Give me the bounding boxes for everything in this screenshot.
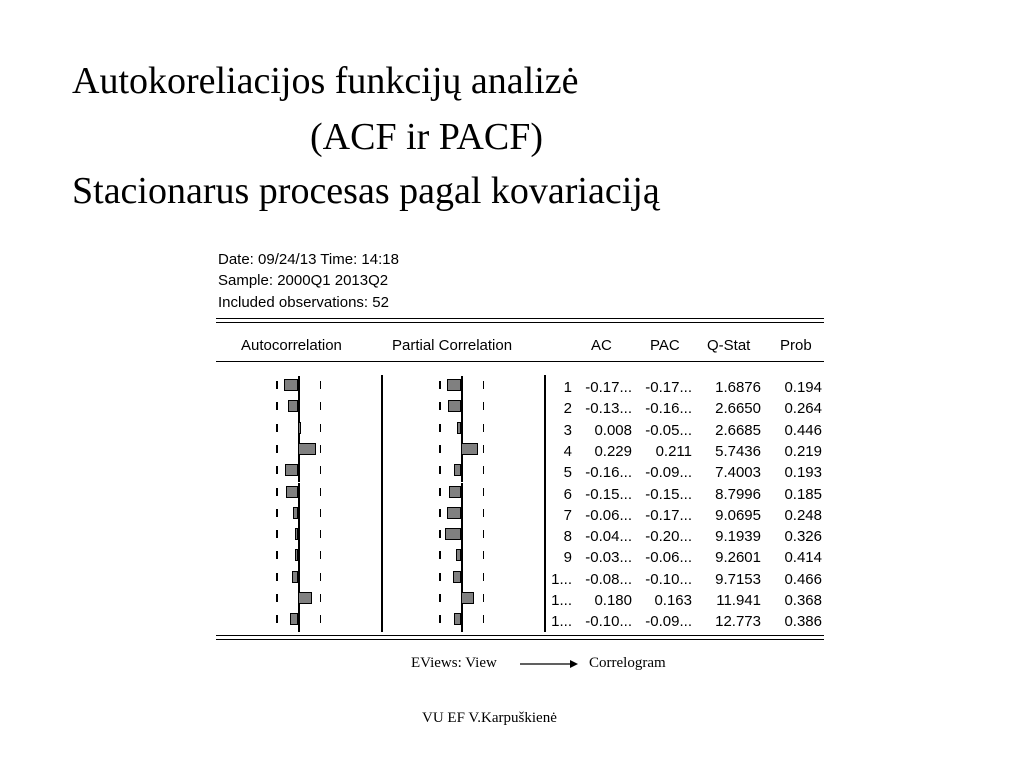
ac-plot-band-left [276,466,278,474]
ac-column-divider [381,545,383,567]
table-bottom-rule [216,635,824,636]
pac-plot-band-right [483,509,485,517]
lag-cell: 1... [551,592,572,609]
pac-plot-band-left [439,573,441,581]
ac-column-divider [381,524,383,546]
pac-plot-zero-axis [461,568,463,589]
ac-cell: 0.180 [594,592,632,609]
col-header-pac: PAC [650,337,680,354]
pac-plot-bar [454,464,461,476]
ac-column-divider [381,439,383,461]
ac-plot-bar [292,571,298,583]
col-header-ac: AC [591,337,612,354]
menu-path-view: EViews: View [411,655,497,671]
ac-column-divider [381,609,383,631]
pac-plot-zero-axis [461,483,463,504]
ac-cell: -0.04... [585,528,632,546]
table-top-rule-double [216,322,824,323]
pac-cell: -0.09... [645,613,692,631]
col-header-qstat: Q-Stat [707,337,751,354]
pac-plot-band-right [483,594,485,602]
prob-cell: 0.386 [784,613,822,631]
pac-plot-band-right [483,530,485,538]
pac-plot-band-right [483,466,485,474]
pac-plot-zero-axis [461,525,463,546]
output-observations-line: Included observations: 52 [218,294,389,311]
pac-plot-band-right [483,573,485,581]
lag-cell: 5 [563,464,572,482]
pac-plot-band-left [439,488,441,496]
prob-cell: 0.248 [784,506,822,524]
slide-title-line1: Autokoreliacijos funkcijų analizė [72,60,579,102]
pac-plot-zero-axis [461,546,463,567]
lag-cell: 1 [563,379,572,396]
ac-plot-band-right [320,424,322,432]
lag-cell: 2 [563,400,572,418]
qstat-cell: 9.0695 [715,506,761,524]
col-header-partial-correlation: Partial Correlation [392,337,513,354]
ac-column-divider [381,482,383,504]
ac-column-divider [381,567,383,589]
col-header-autocorrelation: Autocorrelation [241,337,342,354]
ac-plot-band-right [320,509,322,517]
qstat-cell: 8.7996 [715,485,761,503]
lag-cell: 1... [551,613,572,631]
pac-cell: -0.09... [645,464,692,482]
lag-cell: 4 [563,442,572,460]
qstat-cell: 9.1939 [715,528,761,546]
ac-plot-zero-axis [298,376,300,397]
pac-plot-band-right [483,445,485,453]
prob-cell: 0.326 [784,528,822,546]
lag-cell: 8 [563,528,572,546]
pac-cell: 0.211 [655,442,692,460]
pac-plot-bar [448,400,461,412]
ac-plot-band-left [276,402,278,410]
ac-plot-zero-axis [298,525,300,546]
prob-cell: 0.446 [784,421,822,439]
prob-cell: 0.368 [784,592,822,609]
ac-plot-band-right [320,402,322,410]
ac-cell: -0.06... [585,506,632,524]
ac-cell: -0.15... [585,485,632,503]
ac-plot-band-right [320,445,322,453]
pac-plot-bar [461,592,474,604]
pac-plot-zero-axis [461,419,463,440]
ac-plot-zero-axis [298,546,300,567]
ac-plot-band-left [276,509,278,517]
ac-plot-band-right [320,466,322,474]
qstat-cell: 2.6650 [715,400,761,418]
lag-cell: 1... [551,570,572,588]
output-date-line: Date: 09/24/13 Time: 14:18 [218,251,399,268]
pac-plot-zero-axis [461,397,463,418]
ac-plot-band-left [276,551,278,559]
ac-plot-band-left [276,381,278,389]
pac-plot-band-left [439,509,441,517]
qstat-cell: 9.2601 [715,549,761,567]
prob-cell: 0.414 [784,549,822,567]
ac-plot-bar [298,443,316,455]
ac-plot-band-right [320,594,322,602]
pac-cell: -0.17... [645,506,692,524]
ac-column-divider [381,375,383,397]
slide-title-line2: (ACF ir PACF) [310,116,544,158]
ac-plot-bar [298,592,312,604]
ac-cell: -0.17... [585,379,632,396]
ac-plot-band-left [276,424,278,432]
prob-cell: 0.466 [784,570,822,588]
pac-plot-bar [457,422,461,434]
ac-plot-band-right [320,488,322,496]
ac-plot-band-left [276,615,278,623]
col-header-prob: Prob [780,337,812,354]
ac-plot-bar [284,379,298,391]
pac-plot-band-left [439,402,441,410]
prob-cell: 0.219 [784,442,822,460]
pac-plot-band-left [439,466,441,474]
table-top-rule [216,318,824,319]
qstat-cell: 11.941 [716,592,761,609]
lag-cell: 9 [563,549,572,567]
ac-plot-band-right [320,530,322,538]
ac-plot-zero-axis [298,568,300,589]
pac-plot-band-right [483,381,485,389]
lag-cell: 3 [563,421,572,439]
pac-plot-zero-axis [461,461,463,482]
ac-plot-band-right [320,573,322,581]
pac-plot-band-right [483,488,485,496]
pac-cell: 0.163 [654,592,692,609]
lag-cell: 7 [563,506,572,524]
pac-plot-bar [456,549,461,561]
ac-plot-band-left [276,445,278,453]
ac-plot-bar [295,528,298,540]
pac-plot-bar [445,528,461,540]
pac-plot-bar [454,613,461,625]
ac-plot-band-left [276,488,278,496]
pac-cell: -0.10... [645,570,692,588]
ac-plot-zero-axis [298,610,300,631]
ac-plot-band-right [320,615,322,623]
pac-cell: -0.17... [645,379,692,396]
pac-cell: -0.06... [645,549,692,567]
pac-cell: -0.15... [645,485,692,503]
ac-cell: -0.03... [585,549,632,567]
ac-cell: 0.008 [594,421,632,439]
pac-plot-band-left [439,594,441,602]
ac-column-divider [381,460,383,482]
prob-cell: 0.194 [784,379,822,396]
menu-path-correlogram: Correlogram [589,655,666,671]
ac-plot-zero-axis [298,504,300,525]
pac-plot-bar [447,379,461,391]
prob-cell: 0.185 [784,485,822,503]
ac-plot-zero-axis [298,397,300,418]
ac-plot-band-right [320,381,322,389]
qstat-cell: 7.4003 [715,464,761,482]
ac-plot-bar [286,486,298,498]
pac-plot-bar [453,571,461,583]
ac-plot-bar [295,549,298,561]
pac-plot-band-left [439,424,441,432]
pac-plot-zero-axis [461,610,463,631]
pac-plot-band-left [439,381,441,389]
pac-plot-zero-axis [461,504,463,525]
ac-plot-zero-axis [298,483,300,504]
pac-plot-band-right [483,615,485,623]
ac-plot-bar [290,613,298,625]
ac-cell: -0.13... [585,400,632,418]
pac-plot-band-left [439,445,441,453]
qstat-cell: 9.7153 [715,570,761,588]
pac-plot-bar [447,507,461,519]
pac-plot-band-right [483,551,485,559]
ac-cell: 0.229 [594,442,632,460]
ac-cell: -0.08... [585,570,632,588]
prob-cell: 0.264 [784,400,822,418]
pac-plot-band-left [439,530,441,538]
ac-plot-band-left [276,573,278,581]
qstat-cell: 2.6685 [715,421,761,439]
ac-column-divider [381,588,383,610]
pac-cell: -0.16... [645,400,692,418]
ac-cell: -0.10... [585,613,632,631]
qstat-cell: 12.773 [715,613,761,631]
ac-plot-bar [288,400,298,412]
qstat-cell: 1.6876 [715,379,761,396]
pac-plot-band-left [439,615,441,623]
qstat-cell: 5.7436 [715,442,761,460]
ac-cell: -0.16... [585,464,632,482]
ac-column-divider [381,503,383,525]
author-credit: VU EF V.Karpuškienė [422,710,557,726]
table-bottom-rule-double [216,639,824,640]
slide-title-line3: Stacionarus procesas pagal kovariaciją [72,170,660,212]
ac-column-divider [381,418,383,440]
ac-plot-bar [298,422,301,434]
pac-plot-zero-axis [461,376,463,397]
ac-plot-bar [285,464,298,476]
pac-cell: -0.05... [645,421,692,439]
pac-plot-band-left [439,551,441,559]
ac-plot-zero-axis [298,461,300,482]
output-sample-line: Sample: 2000Q1 2013Q2 [218,272,389,289]
arrow-right-icon [520,657,580,671]
ac-column-divider [381,396,383,418]
ac-plot-band-left [276,530,278,538]
prob-cell: 0.193 [784,464,822,482]
ac-plot-band-left [276,594,278,602]
pac-plot-bar [449,486,461,498]
pac-plot-band-right [483,424,485,432]
ac-plot-band-right [320,551,322,559]
ac-plot-bar [293,507,298,519]
table-header-rule [216,361,824,362]
lag-cell: 6 [563,485,572,503]
pac-plot-band-right [483,402,485,410]
pac-cell: -0.20... [645,528,692,546]
pac-plot-bar [461,443,478,455]
